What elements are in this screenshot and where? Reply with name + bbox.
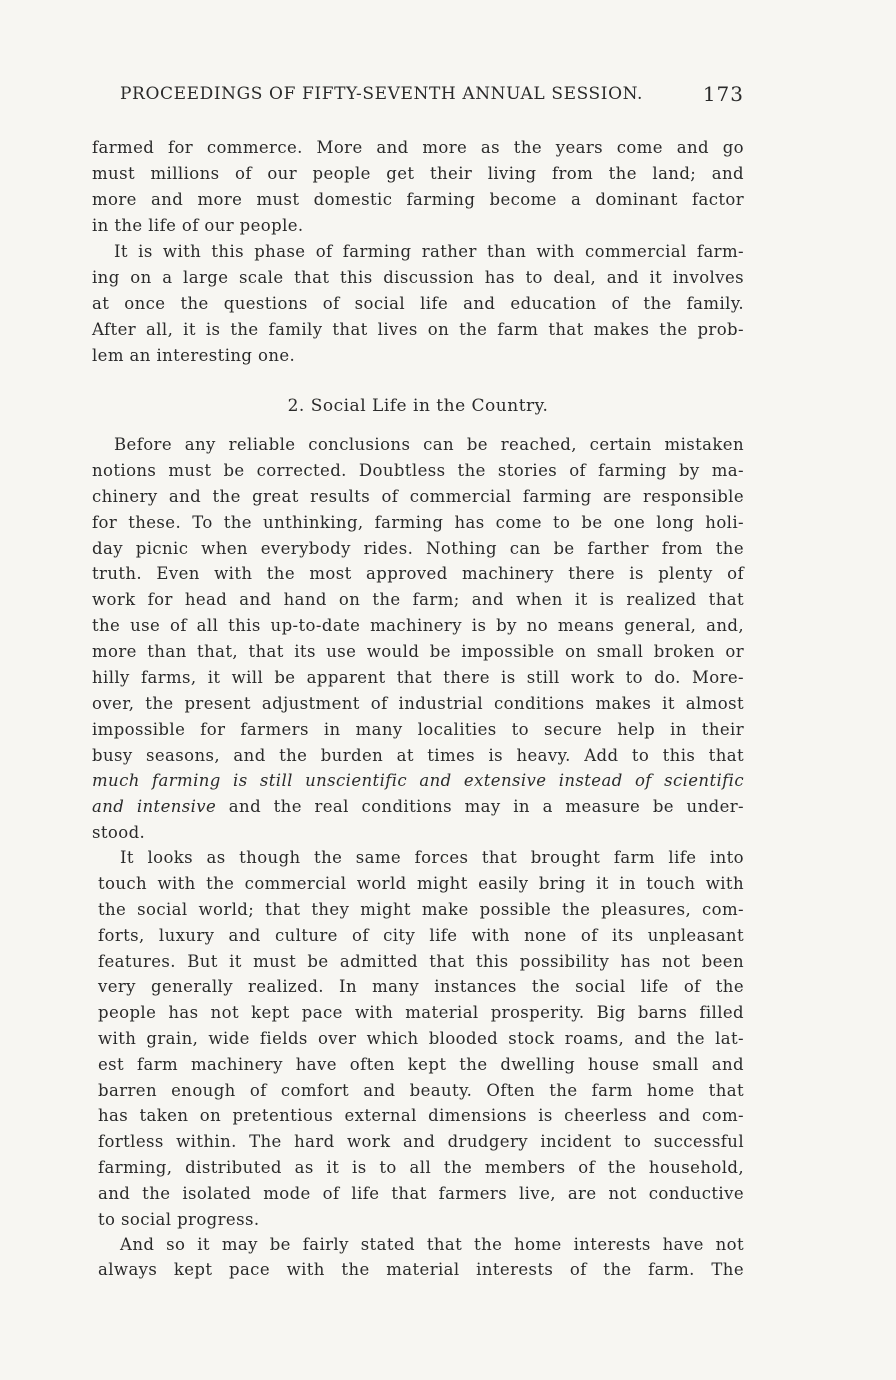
text-line: to social progress. xyxy=(98,1210,260,1229)
text-line: features. But it must be admitted that this possibility has not been xyxy=(98,952,744,971)
text-line: more than that, that its use would be impossible on small broken or xyxy=(92,642,744,661)
text-line: work for head and hand on the farm; and when it is realized that xyxy=(92,590,744,609)
text-line: has taken on pretentious external dimensions is cheerless and com- xyxy=(98,1106,744,1125)
running-title: PROCEEDINGS OF FIFTY-SEVENTH ANNUAL SESSION. xyxy=(120,84,644,104)
text-line: hilly farms, it will be apparent that there is still work to do. More- xyxy=(92,668,744,687)
text-line: notions must be corrected. Doubtless the stories of farming by ma- xyxy=(92,461,744,480)
text-line: over, the present adjustment of industrial conditions makes it almost xyxy=(92,694,744,713)
running-header xyxy=(120,84,750,104)
text-line: at once the questions of social life and education of the family. xyxy=(92,294,744,313)
text-line: truth. Even with the most approved machinery there is plenty of xyxy=(92,564,744,583)
text-line: barren enough of comfort and beauty. Often the farm home that xyxy=(98,1081,744,1100)
text-line: more and more must domestic farming become a dominant factor xyxy=(92,190,744,209)
text-line: very generally realized. In many instances the social life of the xyxy=(98,977,744,996)
text-line: After all, it is the family that lives on the farm that makes the prob- xyxy=(92,320,744,339)
text-line: ing on a large scale that this discussion has to deal, and it involves xyxy=(92,268,744,287)
text-line: chinery and the great results of commercial farming are responsible xyxy=(92,487,744,506)
text-line: fortless within. The hard work and drudgery incident to successful xyxy=(98,1132,744,1151)
text-line: Before any reliable conclusions can be reached, certain mistaken xyxy=(114,435,744,454)
text-line: the social world; that they might make possible the pleasures, com- xyxy=(98,900,744,919)
text-line: lem an interesting one. xyxy=(92,346,296,365)
text-line: with grain, wide fields over which blooded stock roams, and the lat- xyxy=(98,1029,744,1048)
italic-phrase: and intensive xyxy=(92,797,217,816)
text-line: est farm machinery have often kept the dwelling house small and xyxy=(98,1055,744,1074)
text-run: and the real conditions may in a measure be under- xyxy=(216,797,744,816)
text-line: people has not kept pace with material prosperity. Big barns filled xyxy=(98,1003,744,1022)
text-line: and the isolated mode of life that farmers live, are not conductive xyxy=(98,1184,744,1203)
text-line xyxy=(92,797,744,816)
text-line: It is with this phase of farming rather than with commercial farm- xyxy=(114,242,744,261)
text-line: touch with the commercial world might easily bring it in touch with xyxy=(98,874,744,893)
text-line: must millions of our people get their living from the land; and xyxy=(92,164,744,183)
text-line: the use of all this up-to-date machinery is by no means general, and, xyxy=(92,616,744,635)
text-line: And so it may be fairly stated that the home interests have not xyxy=(120,1235,744,1254)
text-line: busy seasons, and the burden at times is heavy. Add to this that xyxy=(92,746,744,765)
text-line: day picnic when everybody rides. Nothing can be farther from the xyxy=(92,539,744,558)
text-line: farmed for commerce. More and more as the years come and go xyxy=(92,138,744,157)
page-number: 173 xyxy=(702,82,744,106)
text-line: forts, luxury and culture of city life with none of its unpleasant xyxy=(98,926,744,945)
text-line xyxy=(92,771,744,790)
text-line: It looks as though the same forces that brought farm life into xyxy=(120,848,744,867)
text-line: impossible for farmers in many localities to secure help in their xyxy=(92,720,744,739)
section-heading: 2. Social Life in the Country. xyxy=(287,396,549,416)
text-line: farming, distributed as it is to all the members of the household, xyxy=(98,1158,744,1177)
text-line: always kept pace with the material interests of the farm. The xyxy=(98,1260,744,1279)
text-line: in the life of our people. xyxy=(92,216,304,235)
text-line: for these. To the unthinking, farming has come to be one long holi- xyxy=(92,513,744,532)
italic-phrase: much farming is still unscientific and extensive instead of scientific xyxy=(92,771,744,790)
text-line: stood. xyxy=(92,823,146,842)
